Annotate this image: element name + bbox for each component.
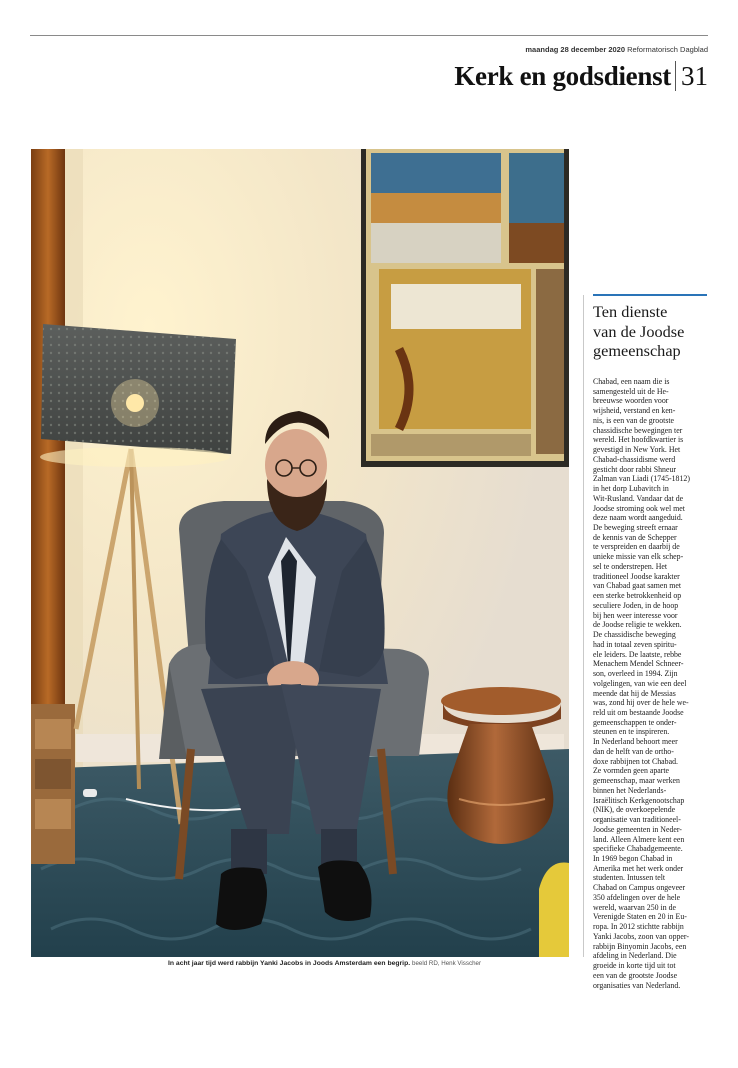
photo-credit: beeld RD, Henk Visscher (412, 960, 482, 967)
body-line: binnen het Nederlands- (593, 785, 667, 795)
page-number: 31 (681, 60, 708, 91)
body-line: organisatie van traditioneel- (593, 815, 681, 825)
body-line: in het dorp Lubavitch in (593, 484, 669, 494)
body-line: reld uit om bestaande Joodse (593, 707, 684, 717)
body-line: dan de helft van de ortho- (593, 746, 674, 756)
body-line: traditioneel Joodse karakter (593, 571, 680, 581)
headline-line: van de Joodse (593, 321, 685, 341)
body-line: breeuwse woorden voor (593, 396, 669, 406)
body-line: gemeenschappen te onder- (593, 717, 677, 727)
body-line: Ze vormden geen aparte (593, 766, 670, 776)
headline-line: gemeenschap (593, 341, 681, 360)
section-separator (675, 61, 676, 91)
body-line: son, overleed in 1994. Zijn (593, 669, 678, 679)
body-line: wereld. Het hoofdkwartier is (593, 435, 684, 445)
body-line: organisaties van Nederland. (593, 980, 681, 990)
body-line: Joodse stroming ook wel met (593, 503, 685, 513)
body-line: Menachem Mendel Schneer- (593, 659, 684, 669)
body-line: afdeling in Nederland. Die (593, 951, 677, 961)
column-divider (583, 295, 584, 957)
main-photo (31, 149, 569, 957)
body-line: te verspreiden en daarbij de (593, 542, 680, 552)
body-line: ropa. In 2012 stichtte rabbijn (593, 922, 684, 932)
header-rule (30, 35, 708, 36)
body-line: had in totaal zeven spiritu- (593, 639, 677, 649)
body-line: Zalman van Liadi (1745-1812) (593, 474, 690, 484)
body-line: gevestigd in New York. Het (593, 445, 681, 455)
headline-line: Ten dienste (593, 302, 668, 321)
body-line: In Nederland behoort meer (593, 737, 678, 747)
body-line: groeide in korte tijd uit tot (593, 961, 676, 971)
section-title: Kerk en godsdienst (454, 60, 671, 91)
body-line: ele leiders. De laatste, rebbe (593, 649, 682, 659)
body-line: Amerika met het werk onder (593, 863, 684, 873)
body-line: In 1969 begon Chabad in (593, 853, 673, 863)
issue-date: maandag 28 december 2020 (525, 45, 626, 54)
body-line: Chabad on Campus ongeveer (593, 883, 686, 893)
body-line: Israëlitisch Kerkgenootschap (593, 795, 685, 805)
body-line: nis, is een van de grootste (593, 415, 675, 425)
body-line: wijsheid, verstand en ken- (593, 406, 676, 416)
body-line: Wit-Rusland. Vandaar dat de (593, 493, 684, 503)
dateline (525, 45, 708, 54)
sidebar-headline (593, 302, 711, 361)
publication-name: Reformatorisch Dagblad (627, 45, 708, 54)
body-line: 350 afdelingen over de hele (593, 892, 681, 902)
body-line: een sterke betrokkenheid op (593, 591, 682, 601)
body-line: steunen en te inspireren. (593, 727, 670, 737)
sidebar-body-text (593, 377, 709, 990)
body-line: doxe rabbijnen tot Chabad. (593, 756, 678, 766)
body-line: de Joodse religie te wekken. (593, 620, 682, 630)
body-line: rabbijn Binyomin Jacobs, een (593, 941, 687, 951)
body-line: seculiere Joden, in de hoop (593, 600, 679, 610)
body-line: wereld, waarvan 250 in de (593, 902, 676, 912)
body-line: Verenigde Staten en 20 in Eu- (593, 912, 687, 922)
body-line: specifieke Chabadgemeente. (593, 844, 683, 854)
body-line: een van de grootste Joodse (593, 970, 678, 980)
caption-text: In acht jaar tijd werd rabbijn Yanki Jacobs in Joods Amsterdam een begrip. (168, 960, 411, 967)
body-line: Chabad, een naam die is (593, 377, 670, 386)
body-line: unieke missie van elk schep- (593, 552, 684, 562)
body-line: bij hen weer interesse voor (593, 610, 678, 620)
body-line: meende dat hij de Messias (593, 688, 676, 698)
body-line: Chabad-chassidisme werd (593, 454, 676, 464)
body-line: samengesteld uit de He- (593, 386, 669, 396)
body-line: was, zond hij over de hele we- (593, 698, 689, 708)
body-line: van Chabad gaat samen met (593, 581, 681, 591)
body-line: De chassidische beweging (593, 630, 676, 640)
body-line: deze naam wordt aangeduid. (593, 513, 683, 523)
body-line: land. Alleen Almere kent een (593, 834, 685, 844)
body-line: sel te onderstrepen. Het (593, 561, 668, 571)
body-line: Yanki Jacobs, zoon van opper- (593, 931, 689, 941)
body-line: De beweging streeft ernaar (593, 523, 678, 533)
body-line: Joodse gemeenten in Neder- (593, 824, 682, 834)
body-line: studenten. Intussen telt (593, 873, 666, 883)
section-header (454, 58, 708, 94)
sidebar-accent-rule (593, 294, 707, 296)
body-line: volgelingen, van wie een deel (593, 678, 687, 688)
body-line: gemeenschap, maar werken (593, 776, 680, 786)
body-line: chassidische bewegingen ter (593, 425, 683, 435)
body-line: gesticht door rabbi Shneur (593, 464, 676, 474)
photo-caption (168, 960, 481, 967)
body-line: de kennis van de Schepper (593, 532, 677, 542)
body-line: (NIK), de overkoepelende (593, 805, 676, 815)
